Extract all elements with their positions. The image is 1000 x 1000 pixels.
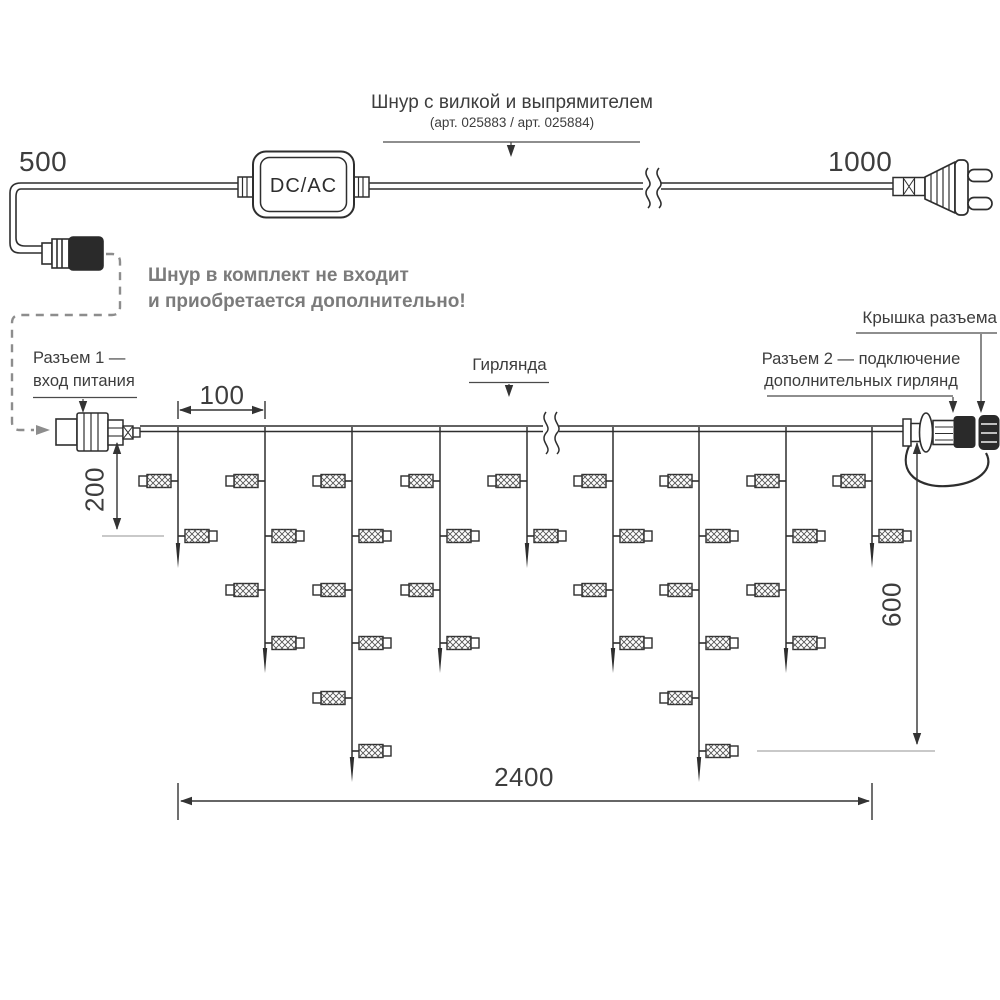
- connector-1: [56, 413, 140, 451]
- led-bulb-icon: [574, 584, 613, 597]
- mains-plug: [893, 160, 992, 215]
- led-bulb-icon: [660, 692, 699, 705]
- icicle-drop: [139, 427, 217, 568]
- arrowhead-icon: [913, 733, 921, 745]
- dashed-cord-path: [12, 254, 120, 435]
- garland-wire: [140, 412, 903, 454]
- led-bulb-icon: [527, 530, 566, 543]
- led-bulb-icon: [226, 475, 265, 488]
- diagram-canvas: Шнур с вилкой и выпрямителем (арт. 025883 / арт. 025884) 500 1000 DC/AC Шнур в комплект не входит и приобретается дополнительно! Разъем 1 — вход питания 100 Гирлянда Крышка разъема Разъем 2 — подключение дополнительных гирлянд 200 600 2400: [0, 0, 1000, 1000]
- arrowhead-icon: [180, 797, 192, 805]
- led-bulb-icon: [313, 584, 352, 597]
- icicle-drop: [574, 427, 652, 673]
- icicle-drop: [226, 427, 304, 673]
- icicle-drops-group: [139, 427, 911, 782]
- led-bulb-icon: [440, 530, 479, 543]
- led-bulb-icon: [265, 530, 304, 543]
- arrowhead-icon: [949, 401, 957, 413]
- led-bulb-icon: [786, 530, 825, 543]
- arrowhead-icon: [113, 518, 121, 530]
- note-line-1: Шнур в комплект не входит: [148, 265, 409, 286]
- arrowhead-icon: [977, 401, 985, 413]
- wire-break-icon: [544, 412, 548, 454]
- cord-break-icon: [646, 168, 650, 208]
- garland-label: Гирлянда: [472, 355, 547, 374]
- led-bulb-icon: [613, 530, 652, 543]
- plug-prong: [968, 198, 992, 210]
- led-bulb-icon: [313, 475, 352, 488]
- led-bulb-icon: [786, 637, 825, 650]
- led-bulb-icon: [660, 584, 699, 597]
- led-bulb-icon: [178, 530, 217, 543]
- led-bulb-icon: [352, 637, 391, 650]
- arrowhead-icon: [179, 406, 191, 414]
- arrowhead-icon: [79, 401, 87, 413]
- cord-articles: (арт. 025883 / арт. 025884): [429, 115, 595, 130]
- icicle-drop: [401, 427, 479, 673]
- icicle-drop: [747, 427, 825, 673]
- dim-200-label: 200: [79, 467, 110, 512]
- arrowhead-icon: [858, 797, 870, 805]
- dim-1000-label: 1000: [828, 146, 893, 177]
- connector-cap: [979, 416, 999, 450]
- led-bulb-icon: [872, 530, 911, 543]
- led-bulb-icon: [660, 475, 699, 488]
- dim-100-label: 100: [199, 380, 245, 410]
- dcac-label: DC/AC: [269, 175, 338, 197]
- led-bulb-icon: [488, 475, 527, 488]
- plug-prong: [968, 170, 992, 182]
- led-bulb-icon: [226, 584, 265, 597]
- dc-connector: [42, 237, 103, 270]
- arrowhead-icon: [507, 145, 515, 157]
- led-bulb-icon: [401, 475, 440, 488]
- icicle-drop: [833, 427, 911, 568]
- wire-break-icon: [555, 412, 559, 454]
- led-bulb-icon: [574, 475, 613, 488]
- led-bulb-icon: [833, 475, 872, 488]
- led-bulb-icon: [699, 745, 738, 758]
- led-bulb-icon: [352, 745, 391, 758]
- dim-500-label: 500: [19, 146, 68, 177]
- led-bulb-icon: [613, 637, 652, 650]
- icicle-drop: [660, 427, 738, 782]
- cord-break-icon: [657, 168, 661, 208]
- led-bulb-icon: [313, 692, 352, 705]
- arrowhead-icon: [505, 385, 513, 397]
- power-cord-right: [369, 168, 893, 208]
- led-bulb-icon: [440, 637, 479, 650]
- cap-label: Крышка разъема: [862, 308, 997, 327]
- arrowhead-icon: [252, 406, 264, 414]
- led-bulb-icon: [139, 475, 178, 488]
- led-bulb-icon: [699, 637, 738, 650]
- icicle-drop: [313, 427, 391, 782]
- cord-title: Шнур с вилкой и выпрямителем: [371, 92, 653, 113]
- note-line-2: и приобретается дополнительно!: [148, 291, 466, 312]
- led-bulb-icon: [401, 584, 440, 597]
- led-bulb-icon: [699, 530, 738, 543]
- dimension-lines: [117, 401, 917, 820]
- led-bulb-icon: [265, 637, 304, 650]
- led-bulb-icon: [747, 475, 786, 488]
- dashed-arrow: [36, 425, 50, 435]
- icicle-drop: [488, 427, 566, 568]
- dim-600-label: 600: [876, 582, 907, 627]
- led-bulb-icon: [352, 530, 391, 543]
- led-bulb-icon: [747, 584, 786, 597]
- dim-2400-label: 2400: [494, 762, 554, 792]
